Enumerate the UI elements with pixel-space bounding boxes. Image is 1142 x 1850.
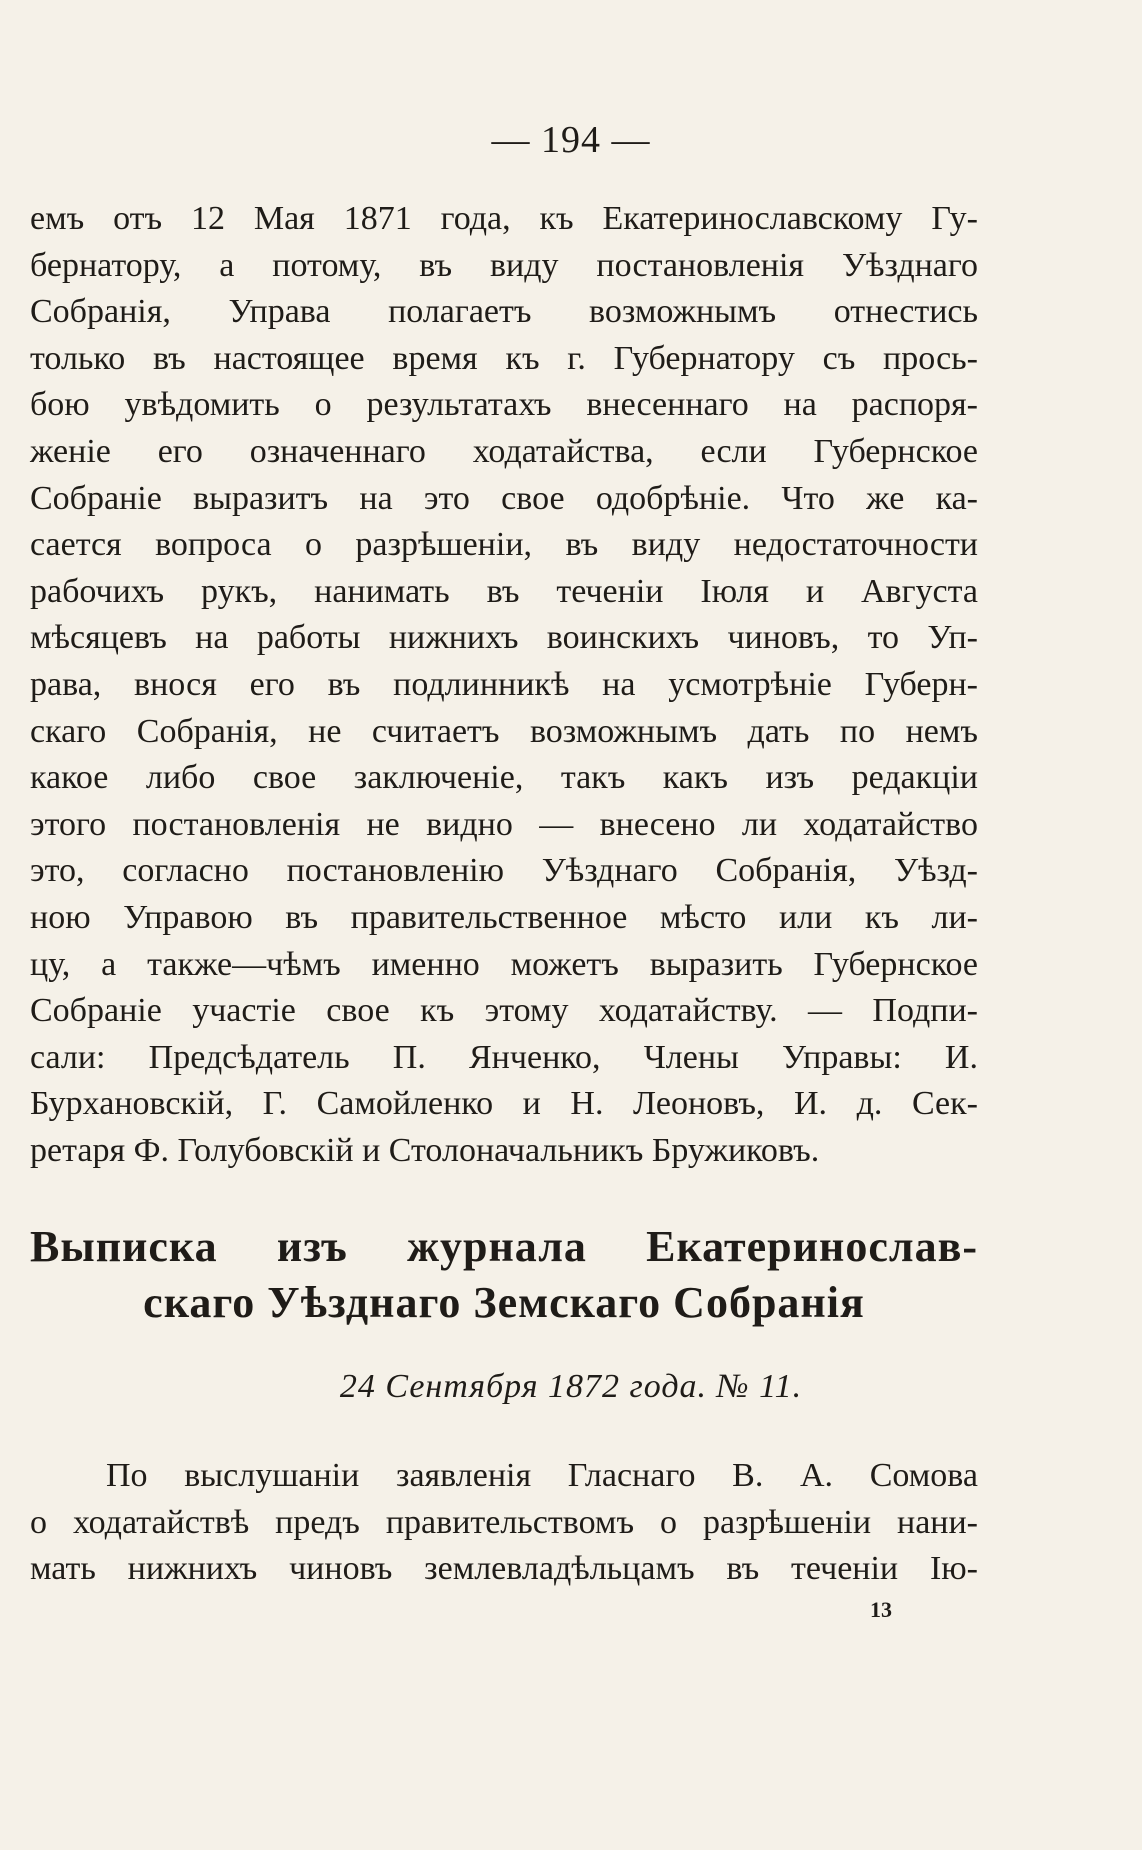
body-line: скаго Собранія, не считаетъ возможнымъ дать по немъ: [30, 712, 978, 750]
date-line: 24 Сентября 1872 года. № 11.: [339, 1368, 803, 1405]
body-line: бернатору, а потому, въ виду постановленія Уѣзднаго: [30, 246, 978, 284]
resolution-line: мать нижнихъ чиновъ землевладѣльцамъ въ теченіи Ію-: [30, 1550, 978, 1588]
body-line: мѣсяцевъ на работы нижнихъ воинскихъ чиновъ, то Уп-: [30, 619, 978, 657]
resolution-text: [30, 1453, 978, 1593]
body-line: рабочихъ рукъ, нанимать въ теченіи Іюля и Августа: [30, 572, 978, 610]
body-line: этого постановленія не видно — внесено ли ходатайство: [30, 805, 978, 843]
body-line: только въ настоящее время къ г. Губернатору съ прось-: [30, 339, 978, 377]
body-line: рава, внося его въ подлинникѣ на усмотрѣніе Губерн-: [30, 665, 978, 703]
body-line: Собраніе участіе свое къ этому ходатайству. — Подпи-: [30, 992, 978, 1030]
body-line: цу, а также—чѣмъ именно можетъ выразить Губернское: [30, 945, 978, 983]
page-number: — 194 —: [491, 119, 651, 161]
body-line: сали: Предсѣдатель П. Янченко, Члены Управы: И.: [30, 1038, 978, 1076]
body-text: [30, 196, 978, 1174]
body-line: емъ отъ 12 Мая 1871 года, къ Екатеринославскому Гу-: [30, 200, 978, 237]
body-line: женіе его означеннаго ходатайства, если Губернское: [30, 432, 978, 470]
section-heading-line-1: Выписка изъ журнала Екатеринослав-: [30, 1222, 978, 1271]
body-line: Собранія, Управа полагаетъ возможнымъ отнестись: [30, 293, 978, 331]
resolution-line: о ходатайствѣ предъ правительствомъ о разрѣшеніи нани-: [30, 1503, 978, 1541]
body-line: ною Управою въ правительственное мѣсто или къ ли-: [30, 898, 978, 936]
section-heading-line-2: скаго Уѣзднаго Земскаго Собранія: [143, 1278, 865, 1327]
body-line: ретаря Ф. Голубовскій и Столоначальникъ Бружиковъ.: [30, 1131, 820, 1169]
body-line: это, согласно постановленію Уѣзднаго Собранія, Уѣзд-: [30, 852, 978, 890]
signature-mark: 13: [870, 1597, 892, 1622]
resolution-line: По выслушаніи заявленія Гласнаго В. А. Сомова: [106, 1457, 978, 1494]
body-line: бою увѣдомить о результатахъ внесеннаго на распоря-: [30, 386, 978, 424]
body-line: какое либо свое заключеніе, такъ какъ изъ редакціи: [30, 759, 978, 797]
body-line: Собраніе выразитъ на это свое одобрѣніе. Что же ка-: [30, 479, 978, 517]
body-line: Бурхановскій, Г. Самойленко и Н. Леоновъ, И. д. Сек-: [30, 1085, 978, 1123]
body-line: сается вопроса о разрѣшеніи, въ виду недостаточности: [30, 526, 978, 564]
